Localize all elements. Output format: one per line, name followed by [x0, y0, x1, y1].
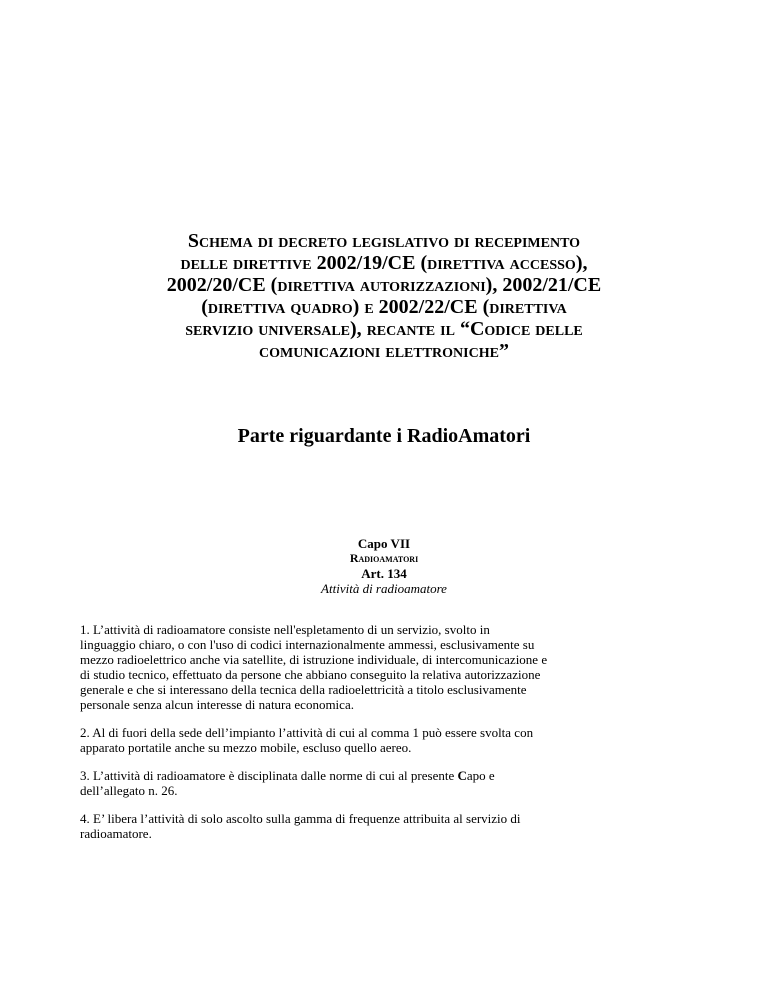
title-segment: 2002/22/CE (: [378, 296, 490, 318]
title-line: [0, 318, 768, 340]
title-segment: 2002/19/CE (: [316, 252, 428, 274]
paragraph-line: linguaggio chiaro, o con l'uso di codici internazionalmente ammessi, esclusivamente su: [80, 637, 535, 652]
title-segment: comunicazioni elettroniche: [259, 340, 499, 362]
paragraph-line: dell’allegato n. 26.: [80, 783, 178, 798]
paragraph-line: 1. L’attività di radioamatore consiste nell'espletamento di un servizio, svolto in: [80, 622, 490, 637]
paragraph-3: [80, 768, 680, 798]
title-segment: direttiva autorizzazioni: [277, 274, 486, 296]
paragraph-2: [80, 725, 680, 755]
paragraph-line: personale senza alcun interesse di natura economica.: [80, 697, 354, 712]
title-segment: “C: [459, 318, 485, 340]
title-segment: e: [364, 296, 379, 318]
chapter-title: Radioamatori: [349, 551, 419, 565]
paragraph-line: [80, 768, 680, 783]
title-line: [0, 274, 768, 296]
title-segment: odice delle: [484, 318, 583, 340]
chapter-number: Capo VII: [357, 536, 411, 551]
title-segment: direttiva accesso: [427, 252, 576, 274]
paragraph-line: generale e che si interessano della tecnica della radioelettricità a titolo esclusivamente: [80, 682, 527, 697]
paragraph-line: mezzo radioelettrico anche via satellite, di istruzione individuale, di intercomunicazione e: [80, 652, 548, 667]
paragraph-1: [80, 622, 680, 712]
paragraph-line: 4. E’ libera l’attività di solo ascolto sulla gamma di frequenze attribuita al servizio di: [80, 811, 521, 826]
article-body: [80, 622, 680, 854]
paragraph-line: 2. Al di fuori della sede dell’impianto l’attività di cui al comma 1 può essere svolta con: [80, 725, 534, 740]
title-segment: 2002/20/CE (: [166, 274, 278, 296]
title-segment: (: [201, 296, 208, 318]
title-line: [0, 252, 768, 274]
paragraph-line: apparato portatile anche su mezzo mobile, escluso quello aereo.: [80, 740, 412, 755]
document-subtitle: Parte riguardante i RadioAmatori: [237, 425, 531, 447]
title-segment: ”: [498, 340, 509, 362]
paragraph-text-bold: C: [457, 768, 467, 783]
title-segment: ): [352, 296, 365, 318]
chapter-header: [0, 536, 768, 596]
title-segment: direttiva quadro: [207, 296, 353, 318]
title-line: [0, 230, 768, 252]
title-segment: servizio universale: [185, 318, 351, 340]
title-segment: S: [187, 230, 200, 252]
title-line: [0, 340, 768, 362]
title-segment: delle direttive: [180, 252, 317, 274]
paragraph-4: [80, 811, 680, 841]
document-title: [0, 230, 768, 362]
title-segment: ),: [575, 252, 588, 274]
paragraph-text: apo e: [466, 768, 495, 783]
title-segment: ),: [350, 318, 367, 340]
paragraph-line: di studio tecnico, effettuato da persone che abbiano conseguito la relativa autorizzazione: [80, 667, 541, 682]
title-segment: chema di decreto legislativo di recepimento: [199, 230, 581, 252]
title-segment: recante il: [366, 318, 460, 340]
title-line: [0, 296, 768, 318]
title-segment: direttiva: [489, 296, 567, 318]
article-title: Attività di radioamatore: [321, 581, 447, 596]
paragraph-text: 3. L’attività di radioamatore è disciplinata dalle norme di cui al presente: [80, 768, 458, 783]
paragraph-line: radioamatore.: [80, 826, 152, 841]
title-segment: ), 2002/21/CE: [485, 274, 602, 296]
article-number: Art. 134: [361, 566, 407, 581]
